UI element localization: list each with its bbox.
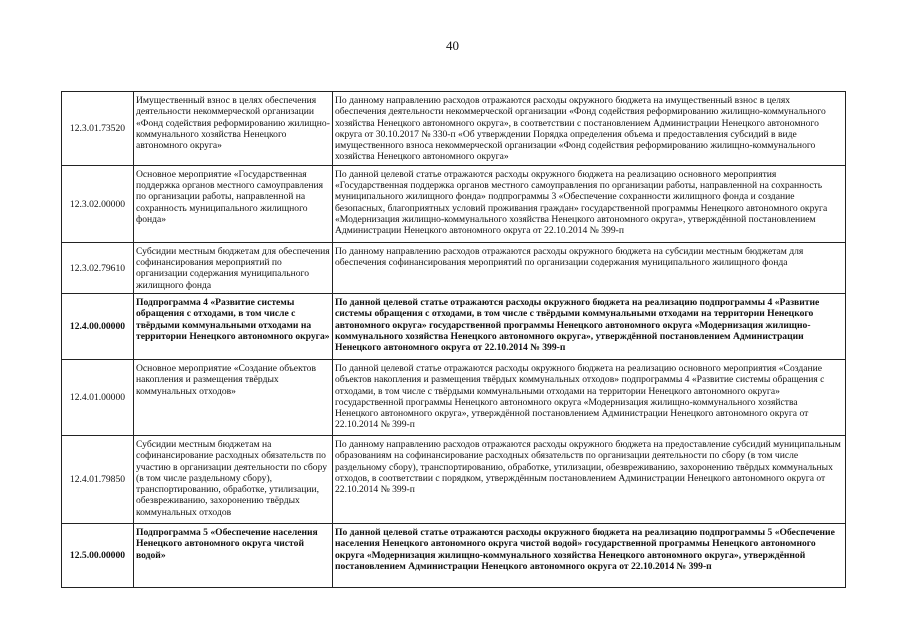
table-row (62, 359, 846, 435)
table-row (62, 523, 846, 587)
row-code: 12.4.00.00000 (62, 293, 134, 359)
page-number: 40 (446, 38, 459, 53)
budget-classification-table (61, 91, 846, 588)
row-description: По данной целевой статье отражаются расходы окружного бюджета на реализацию основного мероприятия «Государственная поддержка органов местного самоуправления по организации работы, направленной на сохранность муниципального жилищного фонда» подпрограммы 3 «Обеспечение сохранности жилищного фонда и создание безопасных, благоприятных условий проживания граждан» государственной программы Ненецкого автономного округа «Модернизация жилищно-коммунального хозяйства Ненецкого автономного округа», утверждённой постановлением Администрации Ненецкого автономного округа от 22.10.2014 № 399-п (333, 165, 846, 242)
row-name: Подпрограмма 4 «Развитие системы обращения с отходами, в том числе с твёрдыми коммунальными отходами на территории Ненецкого автономного округа» (134, 293, 333, 359)
row-description: По данному направлению расходов отражаются расходы окружного бюджета на субсидии местным бюджетам для обеспечения софинансирования мероприятий по организации содержания муниципального жилищного фонда (333, 242, 846, 293)
row-description: По данной целевой статье отражаются расходы окружного бюджета на реализацию основного мероприятия «Создание объектов накопления и размещения твёрдых коммунальных отходов» подпрограммы 4 «Развитие системы обращения с отходами, в том числе с твёрдыми коммунальными отходами на территории Ненецкого автономного округа» государственной программы Ненецкого автономного округа «Модернизация жилищно-коммунального хозяйства Ненецкого автономного округа», утверждённой постановлением Администрации Ненецкого автономного округа от 22.10.2014 № 399-п (333, 359, 846, 435)
row-name: Основное мероприятие «Создание объектов накопления и размещения твёрдых коммунальных отходов» (134, 359, 333, 435)
row-code: 12.4.01.79850 (62, 435, 134, 523)
row-code: 12.5.00.00000 (62, 523, 134, 587)
table-row (62, 293, 846, 359)
row-name: Субсидии местным бюджетам для обеспечения софинансирования мероприятий по организации содержания муниципального жилищного фонда (134, 242, 333, 293)
table-row (62, 92, 846, 166)
row-description: По данному направлению расходов отражаются расходы окружного бюджета на имущественный взнос в целях обеспечения деятельности некоммерческой организации «Фонд содействия реформированию жилищно-коммунального хозяйства Ненецкого автономного округа», в соответствии с постановлением Администрации Ненецкого автономного округа от 30.10.2017 № 330-п «Об утверждении Порядка определения объема и предоставления субсидий в виде имущественного взноса некоммерческой организации «Фонд содействия реформированию жилищно-коммунального хозяйства Ненецкого автономного округа» (333, 92, 846, 166)
table-row (62, 242, 846, 293)
row-code: 12.3.01.73520 (62, 92, 134, 166)
row-code: 12.3.02.00000 (62, 165, 134, 242)
row-name: Имущественный взнос в целях обеспечения деятельности некоммерческой организации «Фонд содействия реформированию жилищно-коммунального хозяйства Ненецкого автономного округа» (134, 92, 333, 166)
row-name: Основное мероприятие «Государственная поддержка органов местного самоуправления по организации работы, направленной на сохранность муниципального жилищного фонда» (134, 165, 333, 242)
table-row (62, 435, 846, 523)
row-description: По данному направлению расходов отражаются расходы окружного бюджета на предоставление субсидий муниципальным образованиям на софинансирование расходных обязательств по организации деятельности по сбору (в том числе раздельному сбору), транспортированию, обработке, утилизации, обезвреживанию, захоронению твёрдых коммунальных отходов, в соответствии с порядком, утверждённым постановлением Администрации Ненецкого автономного округа от 22.10.2014 № 399-п (333, 435, 846, 523)
table-row (62, 165, 846, 242)
row-description: По данной целевой статье отражаются расходы окружного бюджета на реализацию подпрограммы 4 «Развитие системы обращения с отходами, в том числе с твёрдыми коммунальными отходами на территории Ненецкого автономного округа» государственной программы Ненецкого автономного округа «Модернизация жилищно-коммунального хозяйства Ненецкого автономного округа», утверждённой постановлением Администрации Ненецкого автономного округа от 22.10.2014 № 399-п (333, 293, 846, 359)
row-code: 12.4.01.00000 (62, 359, 134, 435)
row-name: Подпрограмма 5 «Обеспечение населения Ненецкого автономного округа чистой водой» (134, 523, 333, 587)
row-description: По данной целевой статье отражаются расходы окружного бюджета на реализацию подпрограммы 5 «Обеспечение населения Ненецкого автономного округа чистой водой» государственной программы Ненецкого автономного округа «Модернизация жилищно-коммунального хозяйства Ненецкого автономного округа», утверждённой постановлением Администрации Ненецкого автономного округа от 22.10.2014 № 399-п (333, 523, 846, 587)
row-code: 12.3.02.79610 (62, 242, 134, 293)
row-name: Субсидии местным бюджетам на софинансирование расходных обязательств по участию в организации деятельности по сбору (в том числе раздельному сбору), транспортированию, обработке, утилизации, обезвреживанию, захоронению твёрдых коммунальных отходов (134, 435, 333, 523)
